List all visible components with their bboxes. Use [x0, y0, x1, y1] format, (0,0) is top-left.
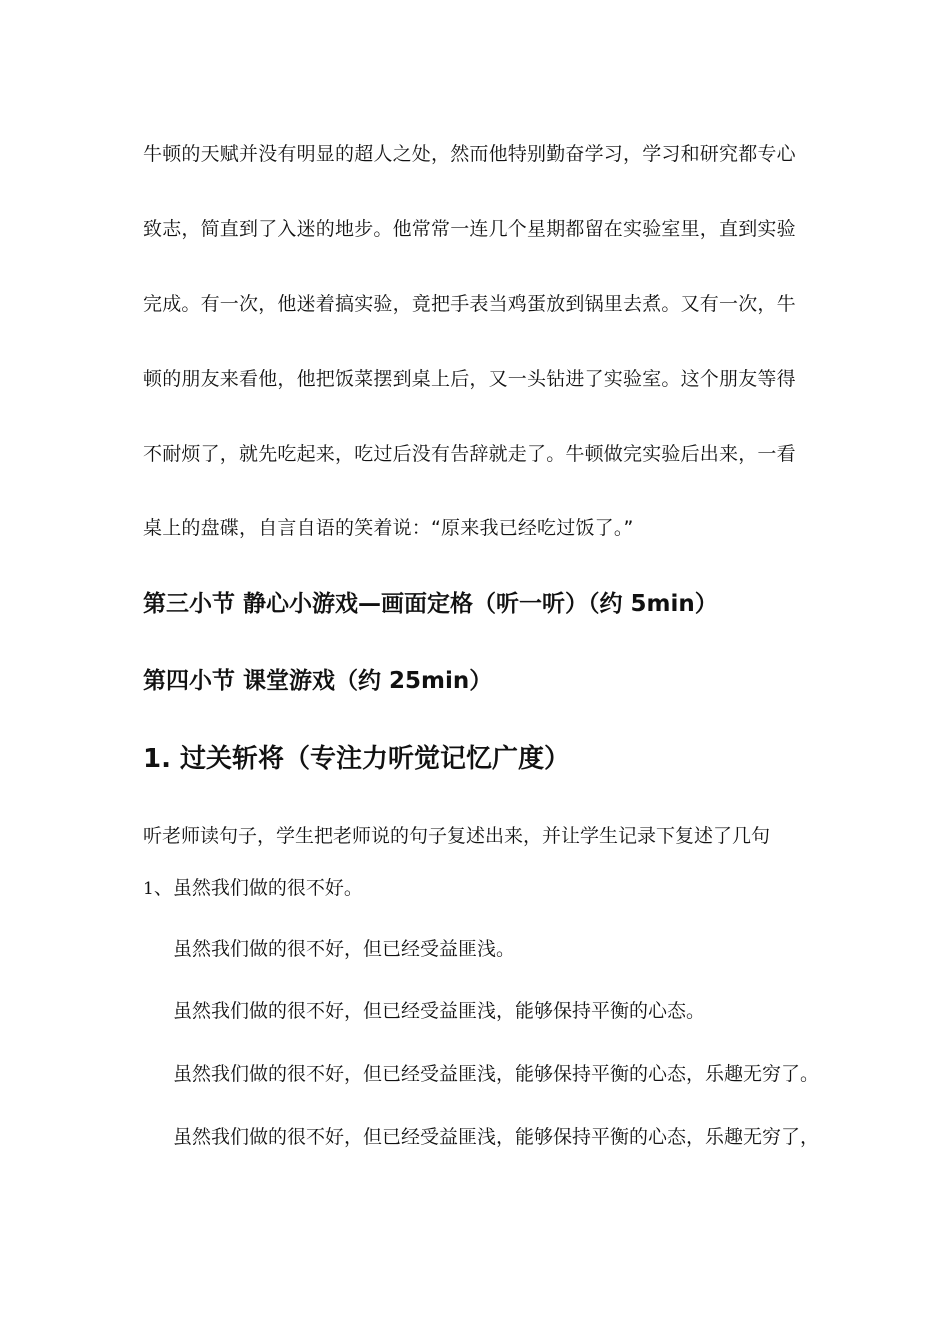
sentence-text: 虽然我们做的很不好，但已经受益匪浅，能够保持平衡的心态。 — [173, 1000, 706, 1022]
story-line: 牛顿的天赋并没有明显的超人之处，然而他特别勤奋学习，学习和研究都专心 — [143, 143, 796, 165]
story-line: 顿的朋友来看他，他把饭菜摆到桌上后，又一头钻进了实验室。这个朋友等得 — [143, 368, 796, 390]
list-item-separator: 、 — [153, 877, 173, 899]
story-line: 不耐烦了，就先吃起来，吃过后没有告辞就走了。牛顿做完实验后出来，一看 — [143, 443, 796, 465]
sentence-text: 虽然我们做的很不好，但已经受益匪浅，能够保持平衡的心态，乐趣无穷了。 — [173, 1063, 820, 1085]
sentence-text: 虽然我们做的很不好。 — [172, 877, 363, 899]
story-line: 致志，简直到了入迷的地步。他常常一连几个星期都留在实验室里，直到实验 — [143, 218, 796, 240]
section-4-heading: 第四小节 课堂游戏（约 25min） — [143, 668, 493, 694]
story-line: 完成。有一次，他迷着搞实验，竟把手表当鸡蛋放到锅里去煮。又有一次，牛 — [143, 293, 796, 315]
list-item-1 — [143, 873, 363, 900]
section-3-heading: 第三小节 静心小游戏—画面定格（听一听）（约 5min） — [143, 591, 718, 617]
story-line: 桌上的盘碟，自言自语的笑着说：“原来我已经吃过饭了。” — [143, 517, 634, 539]
list-item-number: 1 — [143, 879, 154, 899]
game-1-instructions: 听老师读句子，学生把老师说的句子复述出来，并让学生记录下复述了几句 — [143, 825, 771, 847]
game-1-heading: 1. 过关斩将（专注力听觉记忆广度） — [143, 744, 571, 774]
sentence-text: 虽然我们做的很不好，但已经受益匪浅，能够保持平衡的心态，乐趣无穷了， — [173, 1126, 820, 1148]
sentence-text: 虽然我们做的很不好，但已经受益匪浅。 — [173, 938, 516, 960]
